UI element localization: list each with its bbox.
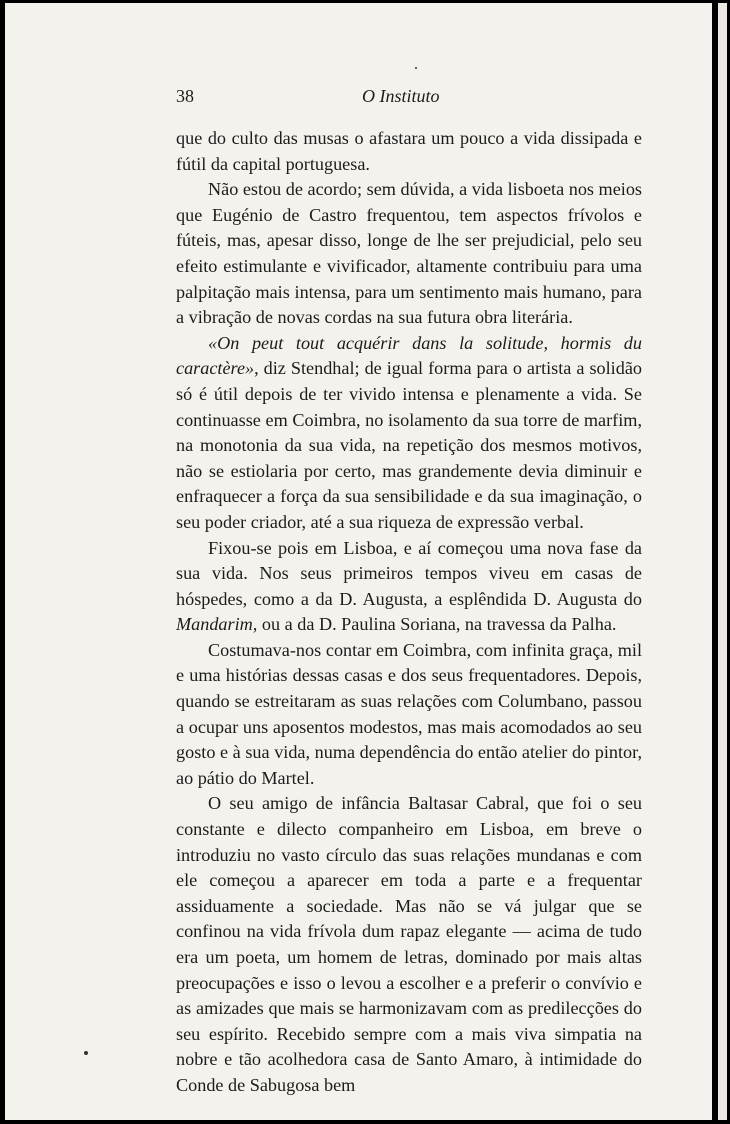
body-text [176, 126, 642, 1099]
page-number: 38 [176, 86, 194, 106]
text-run: Não estou de acordo; sem dúvida, a vida lisboeta nos meios que Eugénio de Castro frequentou, tem aspectos frívolos e fúteis, mas, apesar disso, longe de lhe ser prejudicial, pelo seu efeito estimulante e vivificador, altamente contribuiu para uma palpitação mais intensa, para um sentimento mais humano, para a vibração de novas cordas na sua futura obra literária. [176, 179, 642, 328]
text-run: Fixou-se pois em Lisboa, e aí começou uma nova fase da sua vida. Nos seus primeiros tempos viveu em casas de hóspedes, como a da D. Augusta, a esplêndida D. Augusta do [176, 537, 642, 609]
italic-text: «On peut tout acquérir dans la solitude, hormis du caractère» [176, 332, 642, 379]
page-edge [718, 3, 727, 1120]
text-run: , diz Stendhal; de igual forma para o artista a solidão só é útil depois de ter vivido intensa e plenamente a vida. Se continuasse em Coimbra, no isolamento da sua torre de marfim, na monotonia da sua vida, na repetição dos mesmos motivos, não se estiolaria por certo, mas grandemente devia diminuir e enfraquecer a força da sua sensibilidade e da sua imaginação, o seu poder criador, até a sua riqueza de expressão verbal. [176, 358, 642, 532]
page-header [176, 80, 642, 110]
paragraph [176, 536, 642, 638]
paragraph [176, 638, 642, 792]
paragraph [176, 791, 642, 1098]
running-title: O Instituto [362, 86, 440, 106]
text-run: que do culto das musas o afastara um pouco a vida dissipada e fútil da capital portuguesa. [176, 128, 642, 174]
text-run: Costumava-nos contar em Coimbra, com infinita graça, mil e uma histórias dessas casas e dos seus frequentadores. Depois, quando se estreitaram as suas relações com Columbano, passou a ocupar uns aposentos modestos, mas mais acomodados ao seu gosto e à sua vida, numa dependência do então atelier do pintor, ao pátio do Martel. [176, 639, 642, 788]
dust-speck [415, 67, 417, 69]
paragraph [176, 126, 642, 177]
paragraph [176, 331, 642, 536]
text-run: ou a da D. Paulina Soriana, na travessa da Palha. [257, 614, 617, 635]
italic-text: Mandarim, [176, 614, 258, 635]
paragraph [176, 177, 642, 331]
text-run: O seu amigo de infância Baltasar Cabral, que foi o seu constante e dilecto companheiro em Lisboa, em breve o introduziu no vasto círculo das suas relações mundanas e com ele começou a aparecer em toda a parte e a frequentar assiduamente a sociedade. Mas não se vá julgar que se confinou na vida frívola dum rapaz elegante — acima de tudo era um poeta, um homem de letras, dominado por mais altas preocupações e isso o levou a escolher e a preferir o convívio e as amizades que mais se harmonizavam com as predilecções do seu espírito. Recebido sempre com a mais viva simpatia na nobre e tão acolhedora casa de Santo Amaro, à intimidade do Conde de Sabugosa bem [176, 793, 642, 1095]
dust-speck [84, 1051, 88, 1055]
